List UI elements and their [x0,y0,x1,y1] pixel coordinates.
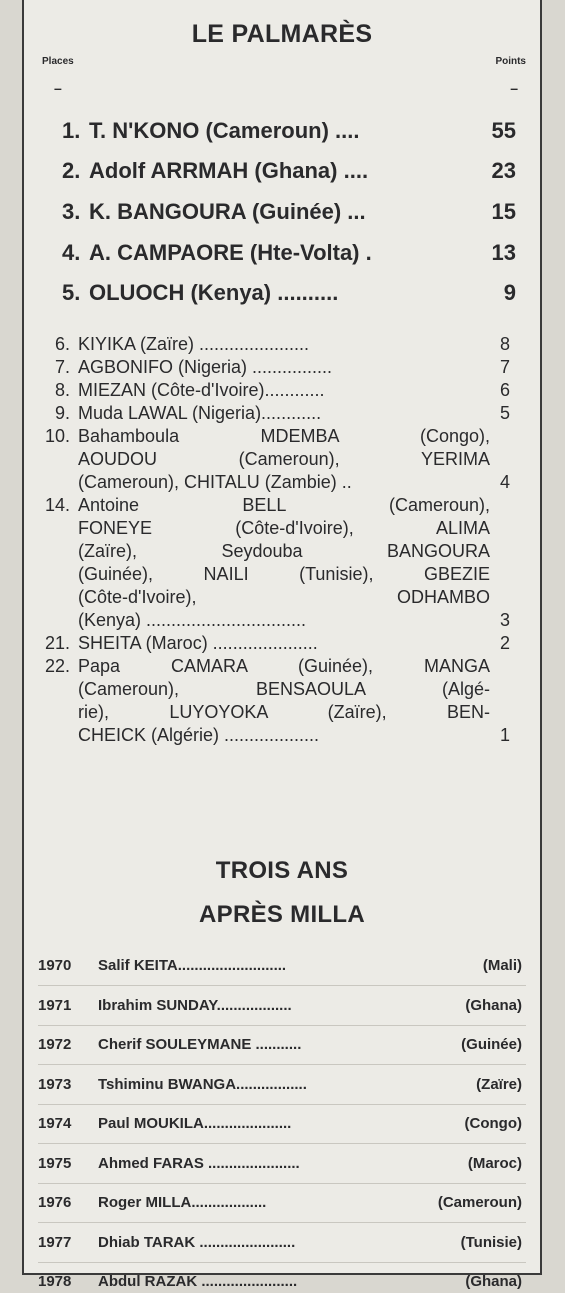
points-value: 7 [499,357,510,377]
points-value: 4 [499,472,510,492]
player-name: Adolf ARRMAH (Ghana) .... [89,158,369,183]
ranking-row [38,425,510,494]
article-frame [22,0,542,1290]
winner-country: (Guinée) [461,1036,522,1053]
text-line: Muda LAWAL (Nigeria)............ [78,403,322,423]
year: 1976 [38,1194,72,1211]
player-names [78,333,490,356]
year: 1977 [38,1233,72,1251]
winner-name: Abdul RAZAK ....................... [98,1273,298,1290]
winner-name: Dhiab TARAK ....................... [98,1233,296,1251]
player-name: K. BANGOURA (Guinée) ... [89,199,366,224]
text-line: (Côte-d'Ivoire), ODHAMBO [78,587,490,607]
text-line: (Zaïre), Seydouba BANGOURA [78,541,490,561]
text-line: rie), LUYOYOKA (Zaïre), BEN- [78,702,490,722]
ranking-row [38,356,510,379]
winner-country: (Ghana) [465,996,522,1014]
player-name: A. CAMPAORE (Hte-Volta) . [89,240,372,265]
player-names [78,402,490,425]
rank-number: 9. [54,403,70,423]
row-divider [38,985,526,986]
ranking-row [38,655,510,747]
text-line: (Cameroun), BENSAOULA (Algé- [78,679,490,699]
winner-country: (Congo) [464,1115,522,1132]
winner-name: Ibrahim SUNDAY.................. [98,996,292,1014]
winner-country: (Tunisie) [460,1233,522,1251]
player-name: OLUOCH (Kenya) .......... [89,280,339,305]
row-divider [38,1104,526,1105]
rank-number: 22. [44,656,70,676]
year: 1978 [38,1273,72,1290]
rank-number: 8. [54,380,70,400]
points-value: 8 [499,334,510,354]
row-divider [38,1222,526,1223]
apres-milla-title: APRÈS MILLA [199,901,365,928]
rank-number: 2. [62,158,81,183]
text-line: Bahamboula MDEMBA (Congo), [78,426,490,446]
text-line: AOUDOU (Cameroun), YERIMA [78,449,490,469]
rank-number: 5. [62,280,81,305]
year: 1975 [38,1154,72,1172]
text-line: (Guinée), NAILI (Tunisie), GBEZIE [78,564,490,584]
points-value: 13 [491,240,516,265]
points-dash: – [510,80,518,96]
row-divider [38,1064,526,1065]
places-dash: – [54,80,62,96]
places-label: Places [42,56,74,67]
ranking-row [38,402,510,425]
row-divider [38,1262,526,1263]
year: 1971 [38,996,72,1014]
rank-number: 14. [44,495,70,515]
winner-country: (Mali) [482,957,522,974]
rank-number: 6. [54,334,70,354]
year: 1970 [38,957,72,974]
player-names [78,494,490,632]
text-line: (Cameroun), CHITALU (Zambie) .. [78,472,352,492]
rank-number: 3. [62,199,81,224]
rank-number: 21. [44,633,70,653]
row-divider [38,1143,526,1144]
ranking-row [38,632,510,655]
winner-name: Cherif SOULEYMANE ........... [98,1036,302,1053]
player-names [78,356,490,379]
row-divider [38,1183,526,1184]
winner-country: (Maroc) [467,1154,522,1172]
points-value: 2 [499,633,510,653]
points-value: 1 [499,725,510,745]
trois-ans-title: TROIS ANS [215,857,349,884]
text-line: FONEYE (Côte-d'Ivoire), ALIMA [78,518,490,538]
player-name: T. N'KONO (Cameroun) .... [89,118,360,143]
text-line: KIYIKA (Zaïre) ...................... [78,334,310,354]
points-value: 15 [491,199,516,224]
points-value: 55 [491,118,516,143]
winner-country: (Zaïre) [476,1075,522,1093]
points-value: 5 [499,403,510,423]
text-line: AGBONIFO (Nigeria) ................ [78,357,333,377]
points-value: 23 [491,158,516,183]
rank-number: 10. [44,426,70,446]
text-line: SHEITA (Maroc) ..................... [78,633,318,653]
winner-name: Salif KEITA.......................... [98,957,287,974]
points-value: 6 [499,380,510,400]
text-line: Papa CAMARA (Guinée), MANGA [78,656,490,676]
winner-name: Roger MILLA.................. [98,1194,267,1211]
rank-number: 7. [54,357,70,377]
player-names [78,425,490,494]
winner-name: Tshiminu BWANGA................. [98,1075,307,1093]
ranking-row [38,494,510,632]
points-value: 9 [503,280,516,305]
year: 1972 [38,1036,72,1053]
text-line: Antoine BELL (Cameroun), [78,495,490,515]
text-line: CHEICK (Algérie) ................... [78,725,320,745]
text-line: MIEZAN (Côte-d'Ivoire)............ [78,380,325,400]
player-names [78,379,490,402]
text-line: (Kenya) ................................ [78,610,307,630]
rank-number: 1. [62,118,81,143]
winner-name: Ahmed FARAS ...................... [98,1154,300,1172]
ranking-row [38,333,510,356]
points-label: Points [495,56,526,67]
winner-country: (Ghana) [465,1273,522,1290]
player-names [78,632,490,655]
year: 1973 [38,1075,72,1093]
palmares-title: LE PALMARÈS [191,20,373,48]
ranking-row [38,379,510,402]
points-value: 3 [499,610,510,630]
winner-name: Paul MOUKILA..................... [98,1115,292,1132]
row-divider [38,1025,526,1026]
player-names [78,655,490,747]
year: 1974 [38,1115,72,1132]
rank-number: 4. [62,240,81,265]
winner-country: (Cameroun) [437,1194,522,1211]
